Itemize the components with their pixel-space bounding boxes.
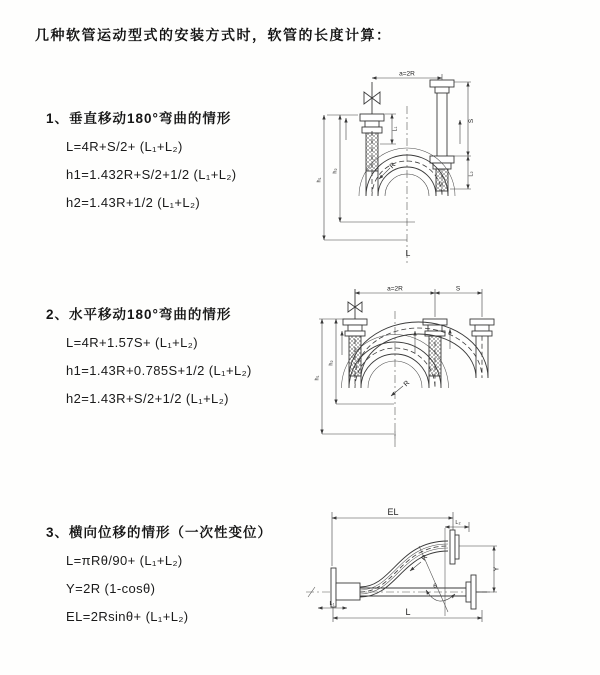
dimension-a2r — [355, 286, 482, 318]
dimension-el — [332, 507, 453, 566]
radius-label — [379, 162, 397, 179]
valve-icon — [364, 82, 380, 114]
formula-line: Y=2R (1-cosθ) — [66, 581, 156, 596]
dimension-s — [435, 286, 482, 294]
svg-text:Y: Y — [493, 566, 501, 572]
svg-text:L₁: L₁ — [329, 601, 335, 607]
svg-text:a=2R: a=2R — [387, 285, 403, 293]
dimension-l — [333, 607, 482, 622]
flange — [360, 114, 384, 133]
formula-line: EL=2Rsinθ+ (L₁+L₂) — [66, 609, 189, 624]
svg-text:L₂: L₂ — [455, 520, 461, 526]
section-lateral-displacement — [46, 521, 272, 636]
formula-line: h1=1.43R+0.785S+1/2 (L₁+L₂) — [66, 363, 252, 378]
svg-text:θ: θ — [433, 583, 437, 590]
svg-text:h₂: h₂ — [328, 360, 335, 366]
formula-line: L=πRθ/90+ (L₁+L₂) — [66, 553, 183, 568]
braided-hose-right — [436, 169, 448, 191]
svg-text:a=2R: a=2R — [399, 70, 415, 78]
svg-text:h₁: h₁ — [314, 375, 321, 381]
dimension-a2r — [372, 71, 442, 81]
section-vertical-movement — [46, 107, 237, 222]
formula-line: h1=1.432R+S/2+1/2 (L₁+L₂) — [66, 167, 237, 182]
formula-line: h2=1.43R+1/2 (L₁+L₂) — [66, 195, 201, 210]
hose-u-bend-position-2 — [349, 322, 488, 378]
section-horizontal-movement — [46, 303, 252, 418]
diagram-horizontal-180-bend — [310, 283, 600, 458]
diagram-lateral-displacement — [298, 498, 600, 653]
flange-displaced — [450, 530, 459, 564]
section-1-heading: 1、垂直移动180°弯曲的情形 — [46, 111, 232, 126]
svg-text:S: S — [468, 118, 475, 124]
formula-line: h2=1.43R+S/2+1/2 (L₁+L₂) — [66, 391, 229, 406]
length-label: L — [405, 248, 411, 258]
svg-text:h₁: h₁ — [316, 177, 323, 183]
svg-text:R: R — [402, 379, 412, 389]
flange — [470, 319, 494, 336]
page-title: 几种软管运动型式的安装方式时，软管的长度计算： — [35, 27, 392, 43]
dimension-y — [459, 546, 501, 592]
dimension-l2 — [445, 520, 469, 532]
dimension-l1 — [318, 601, 347, 608]
valve-icon — [348, 289, 362, 319]
flange — [343, 319, 367, 336]
diagram-vertical-180-bend — [310, 68, 510, 268]
svg-text:h₂: h₂ — [332, 168, 339, 174]
flange — [423, 319, 447, 336]
svg-text:L₁: L₁ — [392, 126, 399, 132]
formula-line: L=4R+S/2+ (L₁+L₂) — [66, 139, 183, 154]
dimension-s — [454, 82, 475, 156]
svg-text:L₂: L₂ — [468, 171, 475, 177]
formula-line: L=4R+1.57S+ (L₁+L₂) — [66, 335, 198, 350]
svg-text:R: R — [388, 161, 398, 171]
svg-text:L: L — [405, 607, 411, 617]
flange-left — [331, 568, 360, 607]
dimension-h1 — [317, 115, 408, 240]
svg-text:R: R — [420, 553, 430, 563]
radius-label — [391, 380, 411, 396]
section-3-heading: 3、横向位移的情形（一次性变位） — [46, 525, 273, 540]
svg-text:EL: EL — [387, 507, 399, 517]
svg-text:S: S — [455, 285, 461, 293]
section-2-heading: 2、水平移动180°弯曲的情形 — [46, 307, 232, 322]
